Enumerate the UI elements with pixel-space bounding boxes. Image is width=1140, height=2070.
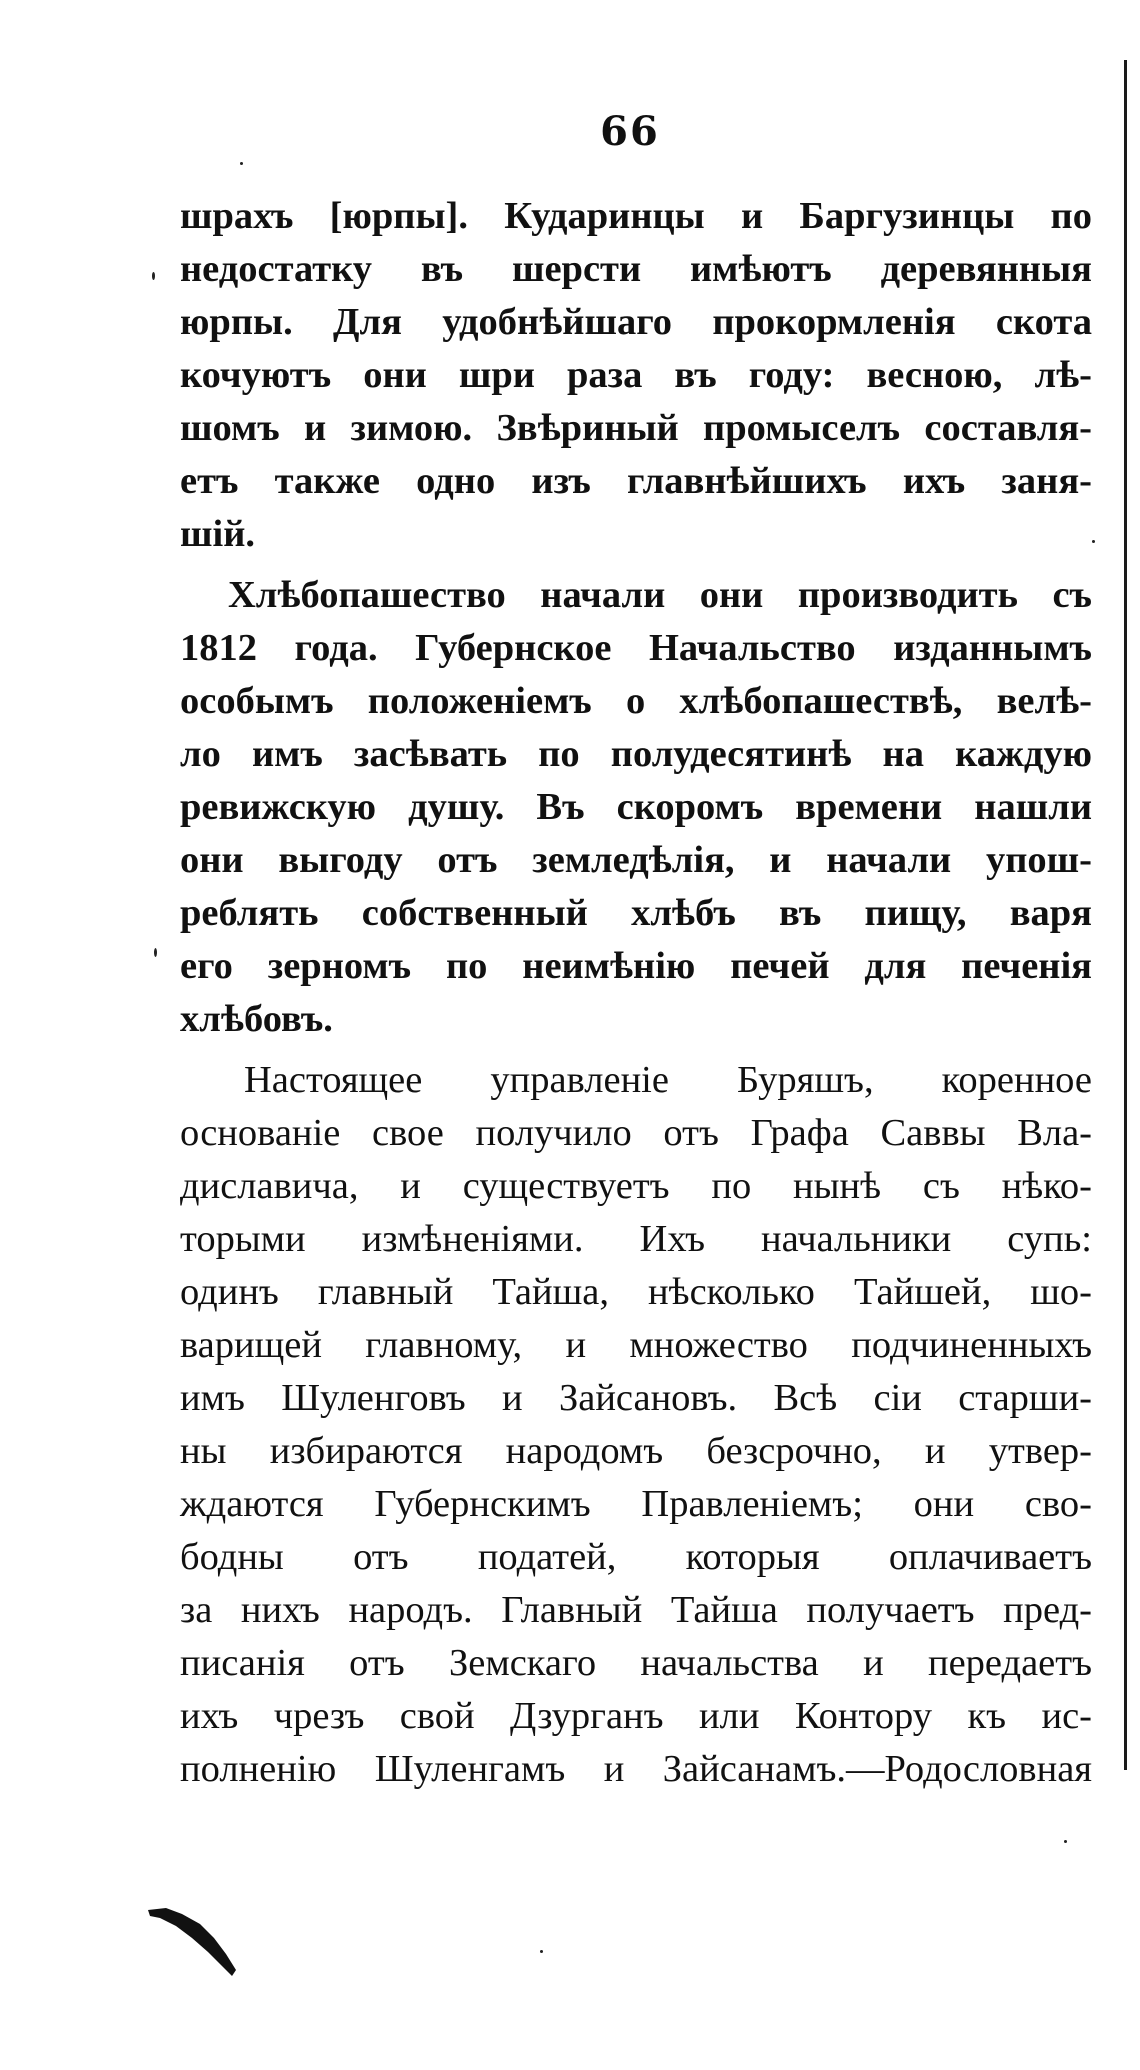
text-line: одинъ главный Тайша, нѣсколько Тайшей, шо- <box>180 1271 1092 1313</box>
text-line: юрпы. Для удобнѣйшаго прокормленія скота <box>180 301 1092 343</box>
text-line: основаніе свое получило отъ Графа Саввы Вла- <box>180 1112 1092 1154</box>
text-line: ждаются Губернскимъ Правленіемъ; они сво- <box>180 1483 1092 1525</box>
paragraph-2 <box>180 569 1092 1046</box>
scan-speck <box>1092 540 1095 543</box>
text-line: етъ также одно изъ главнѣйшихъ ихъ заня- <box>180 460 1092 502</box>
text-line: полненію Шуленгамъ и Зайсанамъ.—Родословная <box>180 1748 1092 1790</box>
ink-blot-mark <box>148 1908 244 1978</box>
text-line: его зерномъ по неимѣнію печей для печенія <box>180 945 1092 987</box>
page-number: 66 <box>600 108 660 155</box>
text-line: шрахъ [юрпы]. Кударинцы и Баргузинцы по <box>180 195 1092 237</box>
scan-speck <box>540 1950 543 1953</box>
text-line: хлѣбовъ. <box>180 998 333 1040</box>
text-line: кочуютъ они шри раза въ году: весною, лѣ- <box>180 354 1092 396</box>
text-line: недостатку въ шерсти имѣютъ деревянныя <box>180 248 1092 290</box>
text-line: ло имъ засѣвать по полудесятинѣ на каждую <box>180 733 1092 775</box>
scan-speck <box>154 948 157 957</box>
text-line: Настоящее управленіе Буряшъ, коренное <box>244 1059 1092 1101</box>
scan-speck <box>152 272 155 280</box>
text-line: реблять собственный хлѣбъ въ пищу, варя <box>180 892 1092 934</box>
body-text <box>180 190 1092 1796</box>
text-line: торыми измѣненіями. Ихъ начальники супь: <box>180 1218 1092 1260</box>
text-line: диславича, и существуетъ по нынѣ съ нѣко- <box>180 1165 1092 1207</box>
text-line: бодны отъ податей, которыя оплачиваетъ <box>180 1536 1092 1578</box>
text-line: ихъ чрезъ свой Дзурганъ или Контору къ ис- <box>180 1695 1092 1737</box>
scan-speck <box>1064 1840 1067 1843</box>
text-line: особымъ положеніемъ о хлѣбопашествѣ, велѣ- <box>180 680 1092 722</box>
page-edge-rule <box>1124 60 1127 1770</box>
text-line: ны избираются народомъ безсрочно, и утвер- <box>180 1430 1092 1472</box>
text-line: ревижскую душу. Въ скоромъ времени нашли <box>180 786 1092 828</box>
text-line: за нихъ народъ. Главный Тайша получаетъ пред- <box>180 1589 1092 1631</box>
scan-speck <box>240 162 243 165</box>
text-line: они выгоду отъ земледѣлія, и начали упош- <box>180 839 1092 881</box>
text-line: имъ Шуленговъ и Зайсановъ. Всѣ сіи стаpши- <box>180 1377 1092 1419</box>
text-line: писанія отъ Земскаго начальства и передаетъ <box>180 1642 1092 1684</box>
text-line: Хлѣбопашество начали они производить съ <box>228 574 1092 616</box>
paragraph-1 <box>180 190 1092 561</box>
text-line: шій. <box>180 513 256 555</box>
text-line: шомъ и зимою. Звѣриный промыселъ составля- <box>180 407 1092 449</box>
text-line: 1812 года. Губернское Начальство изданнымъ <box>180 627 1092 669</box>
text-line: варищей главному, и множество подчиненныхъ <box>180 1324 1092 1366</box>
paragraph-3 <box>180 1054 1092 1796</box>
